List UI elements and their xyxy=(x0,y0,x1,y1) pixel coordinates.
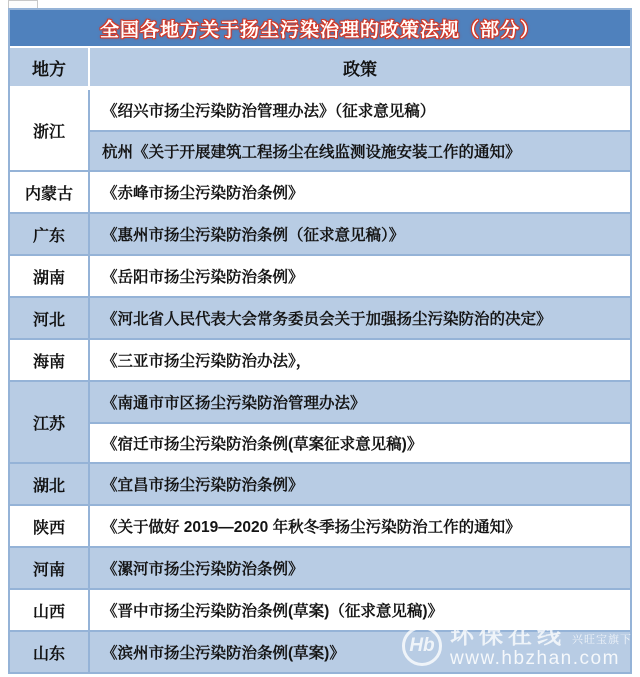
table-row xyxy=(10,380,630,462)
table-row xyxy=(10,546,630,588)
policy-cell: 杭州《关于开展建筑工程扬尘在线监测设施安装工作的通知》 xyxy=(90,130,630,170)
table-row xyxy=(10,338,630,380)
region-cell: 江苏 xyxy=(10,382,90,462)
table-row xyxy=(10,170,630,212)
region-cell: 河北 xyxy=(10,298,90,338)
policy-cell: 《赤峰市扬尘污染防治条例》 xyxy=(90,172,630,212)
policy-cell: 《岳阳市扬尘污染防治条例》 xyxy=(90,256,630,296)
table-row xyxy=(10,588,630,630)
policy-cell: 《南通市市区扬尘污染防治管理办法》 xyxy=(90,382,630,422)
table-row xyxy=(10,630,630,672)
region-cell: 内蒙古 xyxy=(10,172,90,212)
policy-table xyxy=(8,8,632,674)
table-header xyxy=(10,48,630,88)
watermark-suffix: 兴旺宝旗下 xyxy=(572,634,632,647)
policy-cell: 《晋中市扬尘污染防治条例(草案)（征求意见稿)》 xyxy=(90,590,630,630)
region-cell: 河南 xyxy=(10,548,90,588)
region-cell: 陕西 xyxy=(10,506,90,546)
policy-cell: 《滨州市扬尘污染防治条例(草案)》 xyxy=(90,632,630,672)
policy-cell: 《漯河市扬尘污染防治条例》 xyxy=(90,548,630,588)
policy-cell: 《宜昌市扬尘污染防治条例》 xyxy=(90,464,630,504)
region-cell: 海南 xyxy=(10,340,90,380)
region-cell: 浙江 xyxy=(10,90,90,170)
table-row xyxy=(10,462,630,504)
region-cell: 山东 xyxy=(10,632,90,672)
policy-cell: 《三亚市扬尘污染防治办法》， xyxy=(90,340,630,380)
table-row xyxy=(10,88,630,170)
table-title: 全国各地方关于扬尘污染治理的政策法规（部分） xyxy=(10,10,630,48)
hbzhan-logo-icon: Hb xyxy=(402,626,442,666)
table-row xyxy=(10,504,630,546)
region-cell: 湖南 xyxy=(10,256,90,296)
region-cell: 湖北 xyxy=(10,464,90,504)
table-row xyxy=(10,254,630,296)
policy-cell: 《绍兴市扬尘污染防治管理办法》（征求意见稿） xyxy=(90,90,630,130)
policy-cell: 《关于做好 2019—2020 年秋冬季扬尘污染防治工作的通知》 xyxy=(90,506,630,546)
policy-cell: 《惠州市扬尘污染防治条例（征求意见稿）》 xyxy=(90,214,630,254)
header-cell-policy: 政策 xyxy=(343,59,377,79)
watermark-brand: 环保在线 xyxy=(450,622,566,650)
watermark-url: www.hbzhan.com xyxy=(450,647,620,669)
table-row xyxy=(10,296,630,338)
policy-cell: 《宿迁市扬尘污染防治条例(草案征求意见稿)》 xyxy=(90,422,630,462)
region-cell: 山西 xyxy=(10,590,90,630)
table-row xyxy=(10,212,630,254)
header-cell-region: 地方 xyxy=(10,48,90,86)
region-cell: 广东 xyxy=(10,214,90,254)
policy-cell: 《河北省人民代表大会常务委员会关于加强扬尘污染防治的决定》 xyxy=(90,298,630,338)
